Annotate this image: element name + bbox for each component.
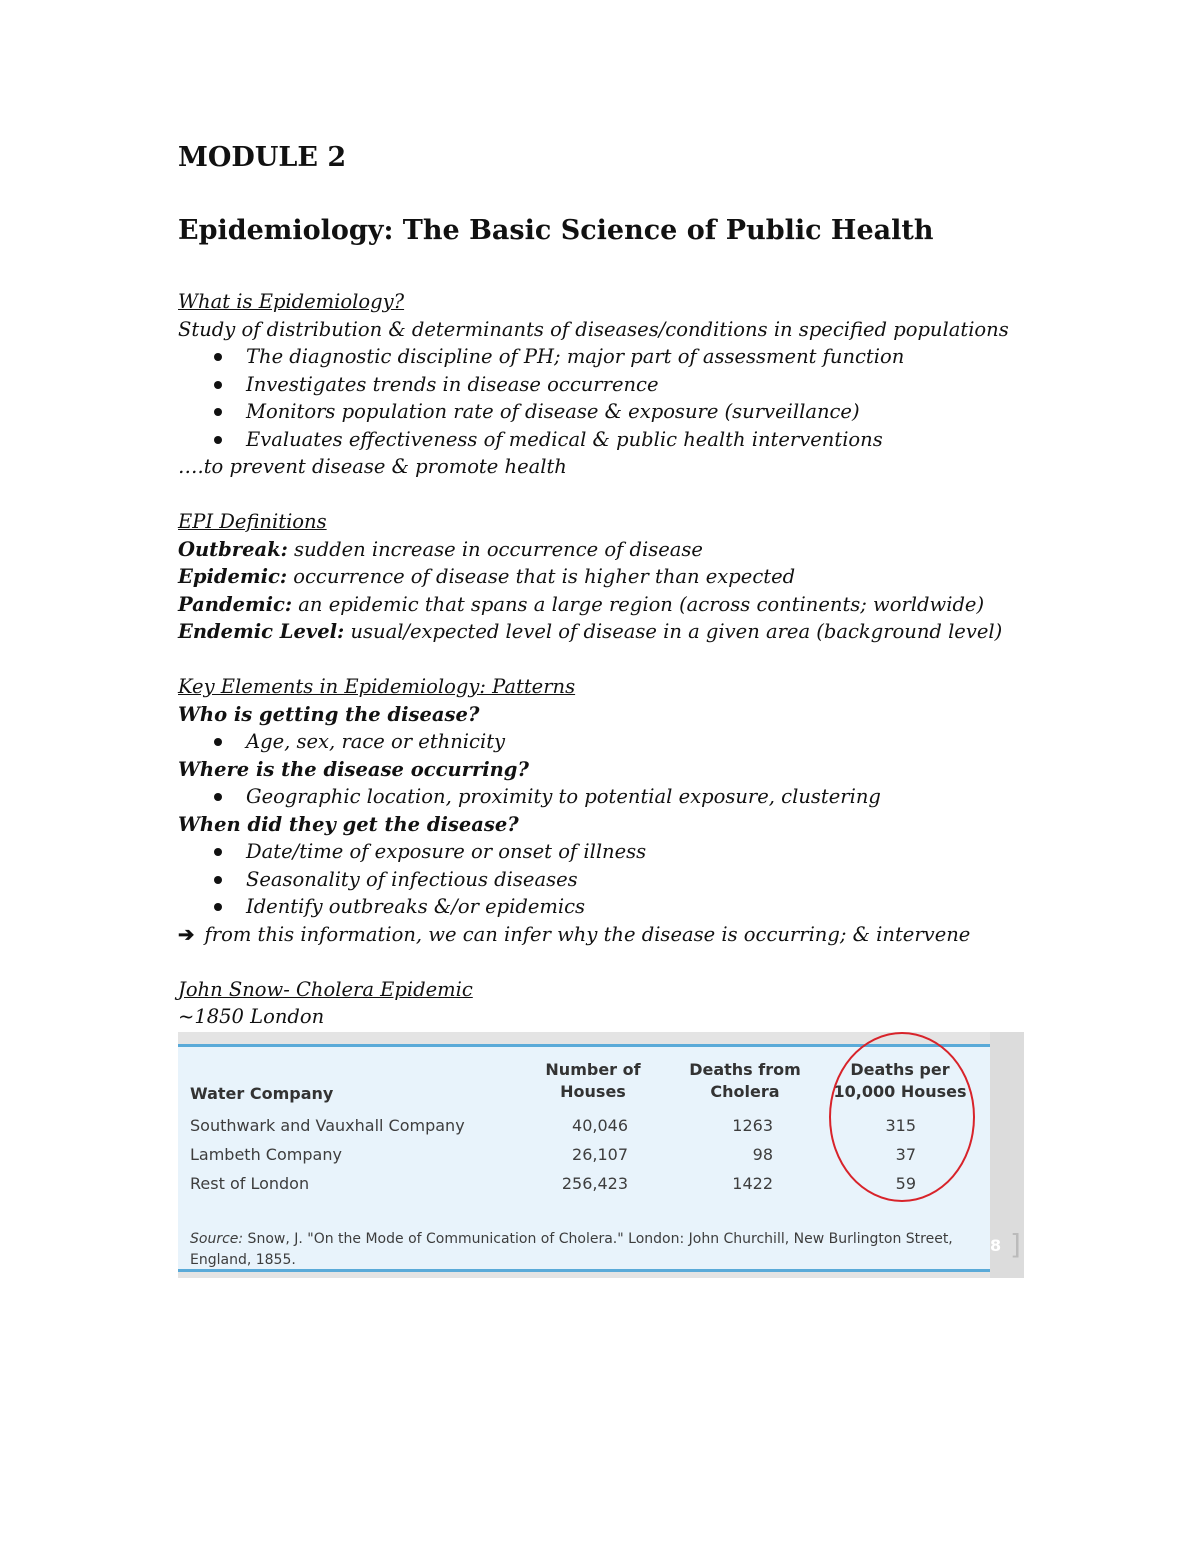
table-cell-deaths: 1422	[732, 1174, 773, 1193]
question-where: Where is the disease occurring?	[178, 757, 529, 781]
definition-pandemic: Pandemic: an epidemic that spans a large region (across continents; worldwide)	[178, 592, 985, 616]
bullet-icon	[214, 903, 222, 911]
column-header-deaths: Deaths from Cholera	[689, 1060, 801, 1101]
bullet-icon	[214, 738, 222, 746]
table-cell-company: Southwark and Vauxhall Company	[190, 1116, 465, 1135]
bullet-icon	[214, 848, 222, 856]
table-cell-houses: 26,107	[572, 1145, 628, 1164]
snow-date-location: ~1850 London	[178, 1005, 325, 1028]
list-item: Date/time of exposure or onset of illness	[178, 838, 1058, 866]
table-cell-houses: 40,046	[572, 1116, 628, 1135]
list-item: Seasonality of infectious diseases	[178, 866, 1058, 894]
table-cell-houses: 256,423	[561, 1174, 628, 1193]
table-source-note: Source: Snow, J. "On the Mode of Communication of Cholera." London: John Churchill, New Burlington Street, England, 1855.	[190, 1231, 953, 1268]
definition-endemic: Endemic Level: usual/expected level of disease in a given area (background level)	[178, 620, 1003, 643]
bullet-icon	[214, 381, 222, 389]
section-heading-john-snow: John Snow- Cholera Epidemic	[178, 977, 473, 1001]
table-cell-rate: 59	[895, 1174, 916, 1193]
table-cell-deaths: 98	[752, 1145, 773, 1164]
slide-page-number: 8	[990, 1236, 1002, 1255]
column-header-rate: Deaths per 10,000 Houses	[833, 1060, 967, 1101]
section-heading-key-elements: Key Elements in Epidemiology: Patterns	[178, 675, 576, 698]
question-when: When did they get the disease?	[178, 812, 519, 836]
table-cell-deaths: 1263	[732, 1116, 773, 1135]
definition-outbreak: Outbreak: sudden increase in occurrence of disease	[178, 537, 703, 561]
table-cell-company: Lambeth Company	[190, 1145, 342, 1164]
column-header-company: Water Company	[190, 1084, 334, 1103]
question-who: Who is getting the disease?	[178, 702, 480, 726]
list-item: Evaluates effectiveness of medical & public health interventions	[178, 426, 1058, 454]
list-item: Age, sex, race or ethnicity	[178, 728, 1058, 756]
list-item: Geographic location, proximity to potential exposure, clustering	[178, 783, 1058, 811]
section-heading-definitions: EPI Definitions	[178, 510, 327, 533]
table-cell-company: Rest of London	[190, 1174, 310, 1193]
table-cell-rate: 315	[885, 1116, 916, 1135]
module-title: MODULE 2	[178, 142, 347, 173]
slide-bracket-icon: ]	[1010, 1228, 1021, 1261]
epidemiology-definition: Study of distribution & determinants of diseases/conditions in specified populations	[178, 317, 1009, 341]
list-item: Identify outbreaks &/or epidemics	[178, 893, 1058, 921]
section-heading-what-is: What is Epidemiology?	[178, 290, 405, 313]
bullet-icon	[214, 793, 222, 801]
document-title: Epidemiology: The Basic Science of Public Health	[178, 215, 934, 246]
definition-epidemic: Epidemic: occurrence of disease that is higher than expected	[178, 565, 796, 588]
list-item: The diagnostic discipline of PH; major part of assessment function	[178, 343, 1058, 371]
bullet-icon	[214, 353, 222, 361]
inference-line: ➔ from this information, we can infer why the disease is occurring; & intervene	[178, 922, 971, 946]
document-body	[178, 288, 1058, 1031]
list-item: Investigates trends in disease occurrence	[178, 371, 1058, 399]
highlight-circle	[829, 1032, 975, 1202]
closing-line: ….to prevent disease & promote health	[178, 455, 567, 478]
bullet-icon	[214, 436, 222, 444]
arrow-right-icon: ➔	[178, 922, 195, 946]
bullet-icon	[214, 876, 222, 884]
bullet-icon	[214, 408, 222, 416]
table-cell-rate: 37	[895, 1145, 916, 1164]
list-item: Monitors population rate of disease & exposure (surveillance)	[178, 398, 1058, 426]
column-header-houses: Number of Houses	[545, 1060, 641, 1101]
